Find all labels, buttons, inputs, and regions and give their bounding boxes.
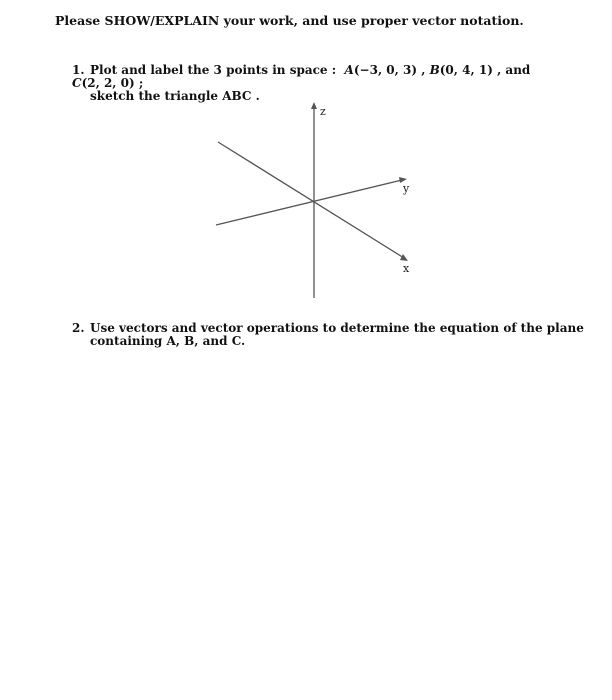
point-c-label: C	[72, 76, 82, 90]
3d-axes-diagram	[210, 98, 425, 303]
point-c-coords: (2, 2, 0)	[81, 76, 135, 90]
and-text: , and	[497, 63, 531, 77]
question-2-number: 2.	[72, 321, 85, 335]
y-axis	[216, 180, 402, 225]
instructions-text: Please SHOW/EXPLAIN your work, and use proper vector notation.	[55, 13, 524, 28]
x-axis	[218, 142, 404, 258]
point-a-coords: (−3, 0, 3)	[353, 63, 418, 77]
terminator: ;	[138, 76, 144, 90]
question-1-line-2: sketch the triangle ABC .	[90, 89, 260, 103]
point-c	[72, 76, 135, 90]
y-axis-label: y	[403, 182, 410, 195]
question-2	[72, 322, 592, 348]
point-b-coords: (0, 4, 1)	[439, 63, 493, 77]
point-b	[430, 63, 493, 77]
z-axis-label: z	[320, 105, 326, 118]
point-a-label: A	[344, 63, 354, 77]
question-1-text: Plot and label the 3 points in space :	[90, 63, 337, 77]
x-axis-label: x	[403, 262, 410, 275]
question-1-number: 1.	[72, 63, 85, 77]
x-axis-arrowhead	[400, 254, 408, 261]
point-b-label: B	[429, 63, 440, 77]
separator-1: ,	[421, 63, 426, 77]
question-2-line-2: containing A, B, and C.	[90, 334, 246, 348]
point-a	[340, 63, 417, 77]
question-2-text: Use vectors and vector operations to determine the equation of the plane	[90, 321, 584, 335]
z-axis-arrowhead	[311, 102, 317, 109]
question-1-line-1	[72, 64, 592, 90]
